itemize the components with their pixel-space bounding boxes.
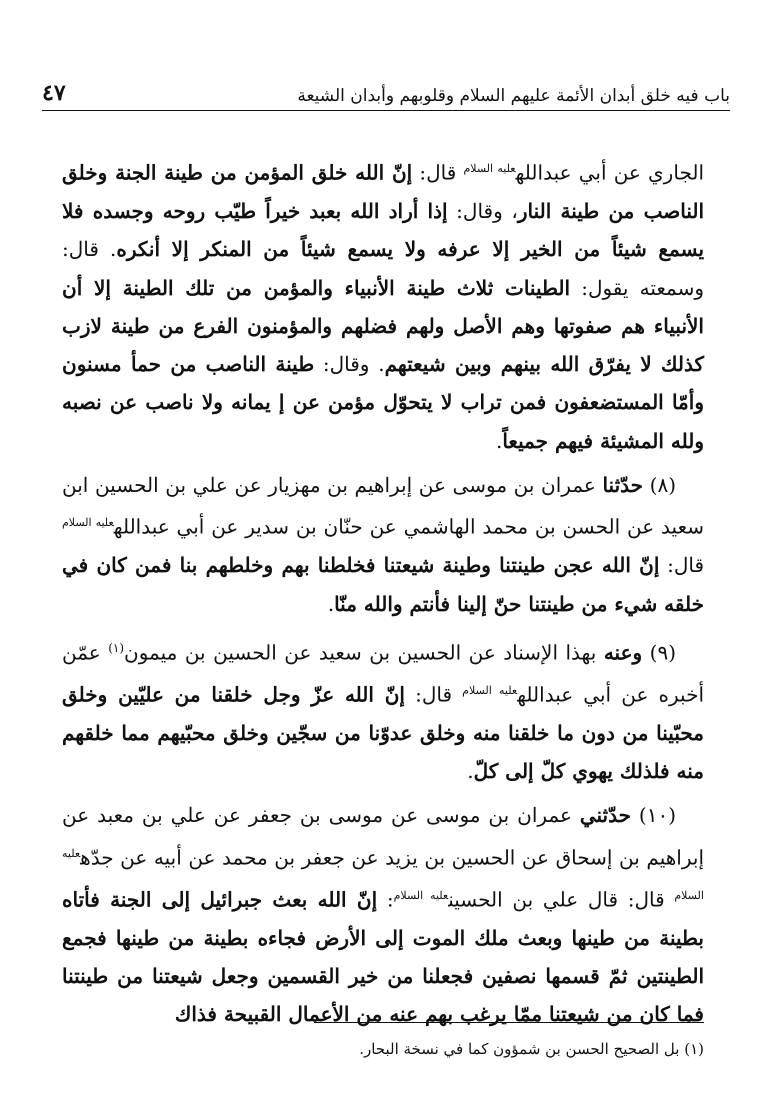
narration-text: بهذا الإسناد عن الحسين بن سعيد عن الحسين بن ميمون [124,640,604,665]
paragraph [62,629,704,791]
honorific-mark: عليه السلام [462,683,518,697]
narration-text: (٨) [643,473,676,498]
narration-text: قال: قال علي بن الحسين [448,887,675,912]
footnote-reference: (١) [108,640,125,655]
narration-text: . وقال: [314,352,385,377]
quoted-text: الطينات ثلاث طينة الأنبياء والمؤمن من تلك الطينة إلا أن الأنبياء هم صفوتها وهم الأصل ولهم فضلهم والمؤمنون الفرع من طينة لازب كذلك لا يفرّق الله بينهم وبين شيعتهم [62,275,704,377]
narration-text: . [327,591,335,616]
honorific-mark: عليه السلام [62,846,704,902]
page-number: ٤٧ [42,80,66,106]
narration-text: ، وقال: [447,198,518,223]
footnote: (١) بل الصحيح الحسن بن شمؤون كما في نسخة البحار. [359,1040,704,1058]
narration-text: الجاري عن أبي عبدالله [515,160,704,185]
chapter-title: باب فيه خلق أبدان الأئمة عليهم السلام وقلوبهم وأبدان الشيعة [297,86,730,106]
quoted-text: إذا أراد الله بعبد خيراً طيّب روحه وجسده فلا يسمع شيئاً من الخير إلا عرفه ولا يسمع شيئاً من المنكر إلا أنكره [62,198,705,262]
honorific-mark: عليه السلام [393,888,449,902]
quoted-text: حدّثني [579,803,631,828]
quoted-text: إنّ الله بعث جبرائيل إلى الجنة فأتاه بطينة من طينها وبعث ملك الموت إلى الأرض فجاءه بطينة من طينها فجمع الطينتين ثمّ قسمها نصفين فجعلنا من خير القسمين وجعل شيعتنا من طينتنا فما كان من شيعتنا ممّا يرغب بهم عنه من الأعمال القبيحة فذاك [62,887,704,1027]
narration-text: عمّن أخبره عن أبي عبدالله [62,640,704,707]
quoted-text: إنّ الله خلق المؤمن من طينة الجنة وخلق الناصب من طينة النار [62,160,705,223]
narration-text: . [495,428,503,453]
narration-text: قال: [659,553,704,578]
quoted-text: إنّ الله عزّ وجل خلقنا من عليّين وخلق محبّينا من دون ما خلقنا منه وخلق عدوّنا من سجّين وخلق محبّيهم مما خلقهم منه فلذلك يهوي كلّ إلى كلّ [62,682,704,784]
narration-text: عمران بن موسى عن موسى بن جعفر عن علي بن معبد عن إبراهيم بن إسحاق عن الحسين بن يزيد عن جعفر بن محمد عن أبيه عن جدّه [62,803,704,870]
footnote-divider [314,1022,704,1023]
quoted-text: طينة الناصب من حمأ مسنون وأمّا المستضعفون فمن تراب لا يتحوّل مؤمن عن إ يمانه ولا ناصب عن نصبه ولله المشيئة فيهم جميعاً [62,352,704,453]
paragraph [62,150,704,460]
paragraph [62,466,704,623]
quoted-text: حدّثنا [602,473,644,498]
narration-text: قال: [404,682,463,707]
narration-text: (٩) [642,640,677,665]
honorific-mark: عليه السلام [463,162,516,175]
running-header [42,70,730,106]
narration-text: . [467,759,474,784]
paragraph [62,796,704,1033]
quoted-text: إنّ الله عجن طينتنا وطينة شيعتنا فخلطنا بهم وخلطهم بنا فمن كان في خلقه شيء من طينتنا حنّ إلينا فأنتم والله منّا [62,553,704,616]
narration-text: (١٠) [630,803,676,828]
quoted-text: وعنه [603,640,643,665]
header-divider [42,110,730,111]
narration-text: . قال: وسمعته يقول: [62,237,705,300]
narration-text: : [377,887,394,912]
narration-text: عمران بن موسى عن إبراهيم بن مهزيار عن علي بن الحسين ابن سعيد عن الحسن بن محمد الهاشمي عن حنّان بن سدير عن أبي عبدالله [62,473,704,539]
narration-text: قال: [412,160,464,185]
honorific-mark: عليه السلام [62,516,114,530]
main-text [62,150,704,1039]
